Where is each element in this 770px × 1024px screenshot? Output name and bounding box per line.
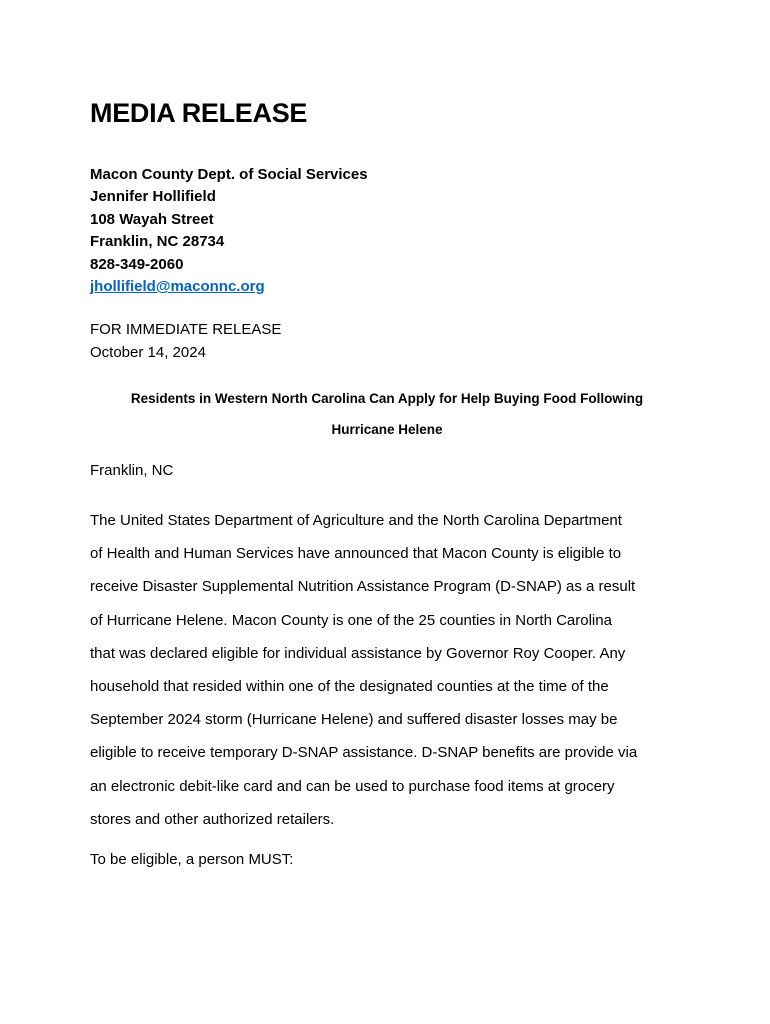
body-line: of Hurricane Helene. Macon County is one of the 25 counties in North Carolina [90,611,612,629]
page-title: MEDIA RELEASE [90,98,308,128]
body-line: The United States Department of Agriculture and the North Carolina Department [90,512,622,529]
body-line: receive Disaster Supplemental Nutrition Assistance Program (D-SNAP) as a result [90,578,636,596]
headline [90,383,684,445]
release-label: FOR IMMEDIATE RELEASE [90,321,282,338]
body-line: that was declared eligible for individual assistance by Governor Roy Cooper. Any [90,644,626,662]
headline-line-2: Hurricane Helene [331,422,443,437]
body-line: household that resided within one of the designated counties at the time of the [90,678,609,696]
eligibility-intro: To be eligible, a person MUST: [90,851,294,868]
body-paragraph [90,504,637,836]
contact-city: Franklin, NC 28734 [90,233,225,251]
contact-organization: Macon County Dept. of Social Services [90,166,368,183]
body-line: September 2024 storm (Hurricane Helene) and suffered disaster losses may be [90,711,618,729]
body-line: an electronic debit-like card and can be used to purchase food items at grocery [90,777,615,795]
release-date: October 14, 2024 [90,344,206,361]
body-line: stores and other authorized retailers. [90,810,335,828]
contact-street: 108 Wayah Street [90,210,214,228]
body-line: eligible to receive temporary D-SNAP assistance. D-SNAP benefits are provide via [90,744,638,762]
dateline: Franklin, NC [90,462,174,479]
headline-line-1: Residents in Western North Carolina Can Apply for Help Buying Food Following [130,391,644,406]
body-line: of Health and Human Services have announced that Macon County is eligible to [90,545,622,563]
contact-email-link[interactable]: jhollifield@maconnc.org [90,278,265,296]
contact-phone: 828-349-2060 [90,255,184,273]
contact-block [90,164,368,298]
release-block [90,318,281,364]
contact-name: Jennifer Hollifield [90,188,216,206]
